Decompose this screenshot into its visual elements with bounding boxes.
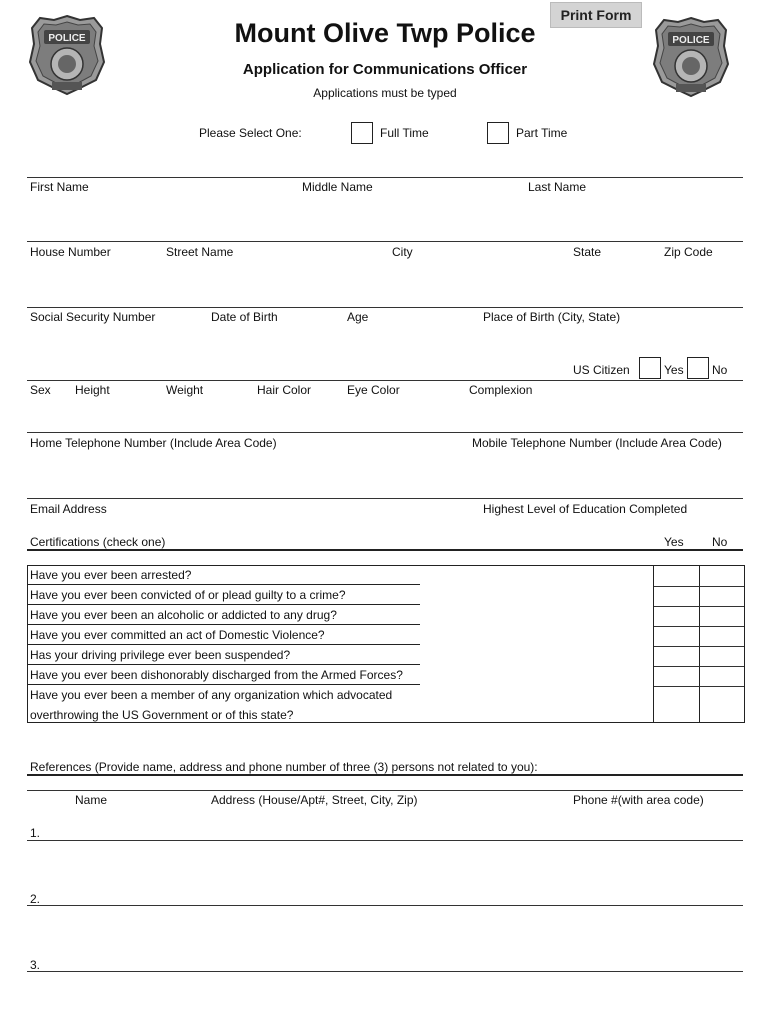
part-time-checkbox[interactable] bbox=[487, 122, 509, 144]
question-underline bbox=[28, 644, 420, 645]
answer-no-cell[interactable] bbox=[700, 586, 744, 606]
reference-address-header: Address (House/Apt#, Street, City, Zip) bbox=[211, 793, 418, 807]
employment-prompt: Please Select One: bbox=[199, 126, 302, 140]
reference-row-number: 1. bbox=[30, 826, 41, 840]
divider bbox=[27, 432, 743, 433]
question-organization-line1: Have you ever been a member of any organization which advocated bbox=[30, 688, 393, 702]
answer-yes-cell[interactable] bbox=[654, 686, 699, 722]
height-label: Height bbox=[75, 383, 110, 397]
house-number-label: House Number bbox=[30, 245, 111, 259]
divider bbox=[27, 177, 743, 178]
certifications-label: Certifications (check one) bbox=[30, 535, 166, 549]
reference-line[interactable] bbox=[27, 840, 743, 841]
us-citizen-label: US Citizen bbox=[573, 363, 630, 377]
last-name-label: Last Name bbox=[528, 180, 587, 194]
question-underline bbox=[28, 664, 420, 665]
middle-name-label: Middle Name bbox=[302, 180, 373, 194]
first-name-label: First Name bbox=[30, 180, 89, 194]
cert-no-header: No bbox=[712, 535, 728, 549]
answer-no-cell[interactable] bbox=[700, 626, 744, 646]
page-subtitle: Application for Communications Officer bbox=[242, 61, 528, 78]
complexion-label: Complexion bbox=[469, 383, 533, 397]
reference-line[interactable] bbox=[27, 905, 743, 906]
citizen-no-label: No bbox=[712, 363, 728, 377]
reference-row-number: 2. bbox=[30, 892, 41, 906]
age-label: Age bbox=[347, 310, 369, 324]
name-input-area[interactable] bbox=[27, 196, 743, 240]
reference-phone-header: Phone #(with area code) bbox=[573, 793, 704, 807]
question-arrested: Have you ever been arrested? bbox=[30, 568, 192, 582]
answer-yes-cell[interactable] bbox=[654, 646, 699, 666]
answer-no-cell[interactable] bbox=[700, 666, 744, 686]
full-time-checkbox[interactable] bbox=[351, 122, 373, 144]
badge-left-text: POLICE bbox=[48, 33, 86, 44]
answer-yes-cell[interactable] bbox=[654, 586, 699, 606]
mobile-phone-label: Mobile Telephone Number (Include Area Code) bbox=[472, 436, 722, 450]
divider bbox=[27, 549, 743, 551]
page-title: Mount Olive Twp Police bbox=[234, 18, 536, 48]
education-label: Highest Level of Education Completed bbox=[483, 502, 688, 516]
print-form-button[interactable]: Print Form bbox=[550, 2, 642, 28]
sex-label: Sex bbox=[30, 383, 51, 397]
question-alcoholic: Have you ever been an alcoholic or addicted to any drug? bbox=[30, 608, 337, 622]
reference-name-header: Name bbox=[75, 793, 108, 807]
divider bbox=[27, 774, 743, 776]
certifications-table bbox=[27, 565, 745, 723]
answer-no-cell[interactable] bbox=[700, 566, 744, 586]
full-time-label: Full Time bbox=[380, 126, 429, 140]
home-phone-label: Home Telephone Number (Include Area Code) bbox=[30, 436, 277, 450]
hair-color-label: Hair Color bbox=[257, 383, 312, 397]
divider bbox=[27, 790, 743, 791]
ssn-label: Social Security Number bbox=[30, 310, 156, 324]
citizen-yes-label: Yes bbox=[664, 363, 684, 377]
citizen-yes-checkbox[interactable] bbox=[639, 357, 661, 379]
answer-no-cell[interactable] bbox=[700, 646, 744, 666]
weight-label: Weight bbox=[166, 383, 204, 397]
answer-yes-cell[interactable] bbox=[654, 566, 699, 586]
street-name-label: Street Name bbox=[166, 245, 234, 259]
typed-note: Applications must be typed bbox=[313, 86, 457, 100]
dob-label: Date of Birth bbox=[211, 310, 278, 324]
question-underline bbox=[28, 624, 420, 625]
citizen-no-checkbox[interactable] bbox=[687, 357, 709, 379]
answer-yes-cell[interactable] bbox=[654, 606, 699, 626]
question-convicted: Have you ever been convicted of or plead guilty to a crime? bbox=[30, 588, 346, 602]
divider bbox=[27, 241, 743, 242]
answer-no-cell[interactable] bbox=[700, 686, 744, 722]
question-organization-line2: overthrowing the US Government or of this state? bbox=[30, 708, 294, 722]
address-input-area[interactable] bbox=[27, 262, 743, 306]
part-time-label: Part Time bbox=[516, 126, 568, 140]
state-label: State bbox=[573, 245, 602, 259]
answer-yes-cell[interactable] bbox=[654, 626, 699, 646]
cert-yes-header: Yes bbox=[664, 535, 684, 549]
question-domestic-violence: Have you ever committed an act of Domestic Violence? bbox=[30, 628, 325, 642]
divider bbox=[27, 307, 743, 308]
reference-row-number: 3. bbox=[30, 958, 41, 972]
email-label: Email Address bbox=[30, 502, 107, 516]
question-underline bbox=[28, 584, 420, 585]
question-driving-suspended: Has your driving privilege ever been suspended? bbox=[30, 648, 291, 662]
divider bbox=[27, 498, 743, 499]
divider bbox=[27, 380, 743, 381]
answer-no-cell[interactable] bbox=[700, 606, 744, 626]
references-intro: References (Provide name, address and phone number of three (3) persons not related to you): bbox=[30, 760, 538, 774]
answer-yes-cell[interactable] bbox=[654, 666, 699, 686]
zip-code-label: Zip Code bbox=[664, 245, 713, 259]
badge-right-text: POLICE bbox=[672, 35, 710, 46]
question-underline bbox=[28, 604, 420, 605]
reference-line[interactable] bbox=[27, 971, 743, 972]
question-dishonorable-discharge: Have you ever been dishonorably discharged from the Armed Forces? bbox=[30, 668, 403, 682]
question-underline bbox=[28, 684, 420, 685]
eye-color-label: Eye Color bbox=[347, 383, 400, 397]
city-label: City bbox=[392, 245, 413, 259]
place-of-birth-label: Place of Birth (City, State) bbox=[483, 310, 621, 324]
